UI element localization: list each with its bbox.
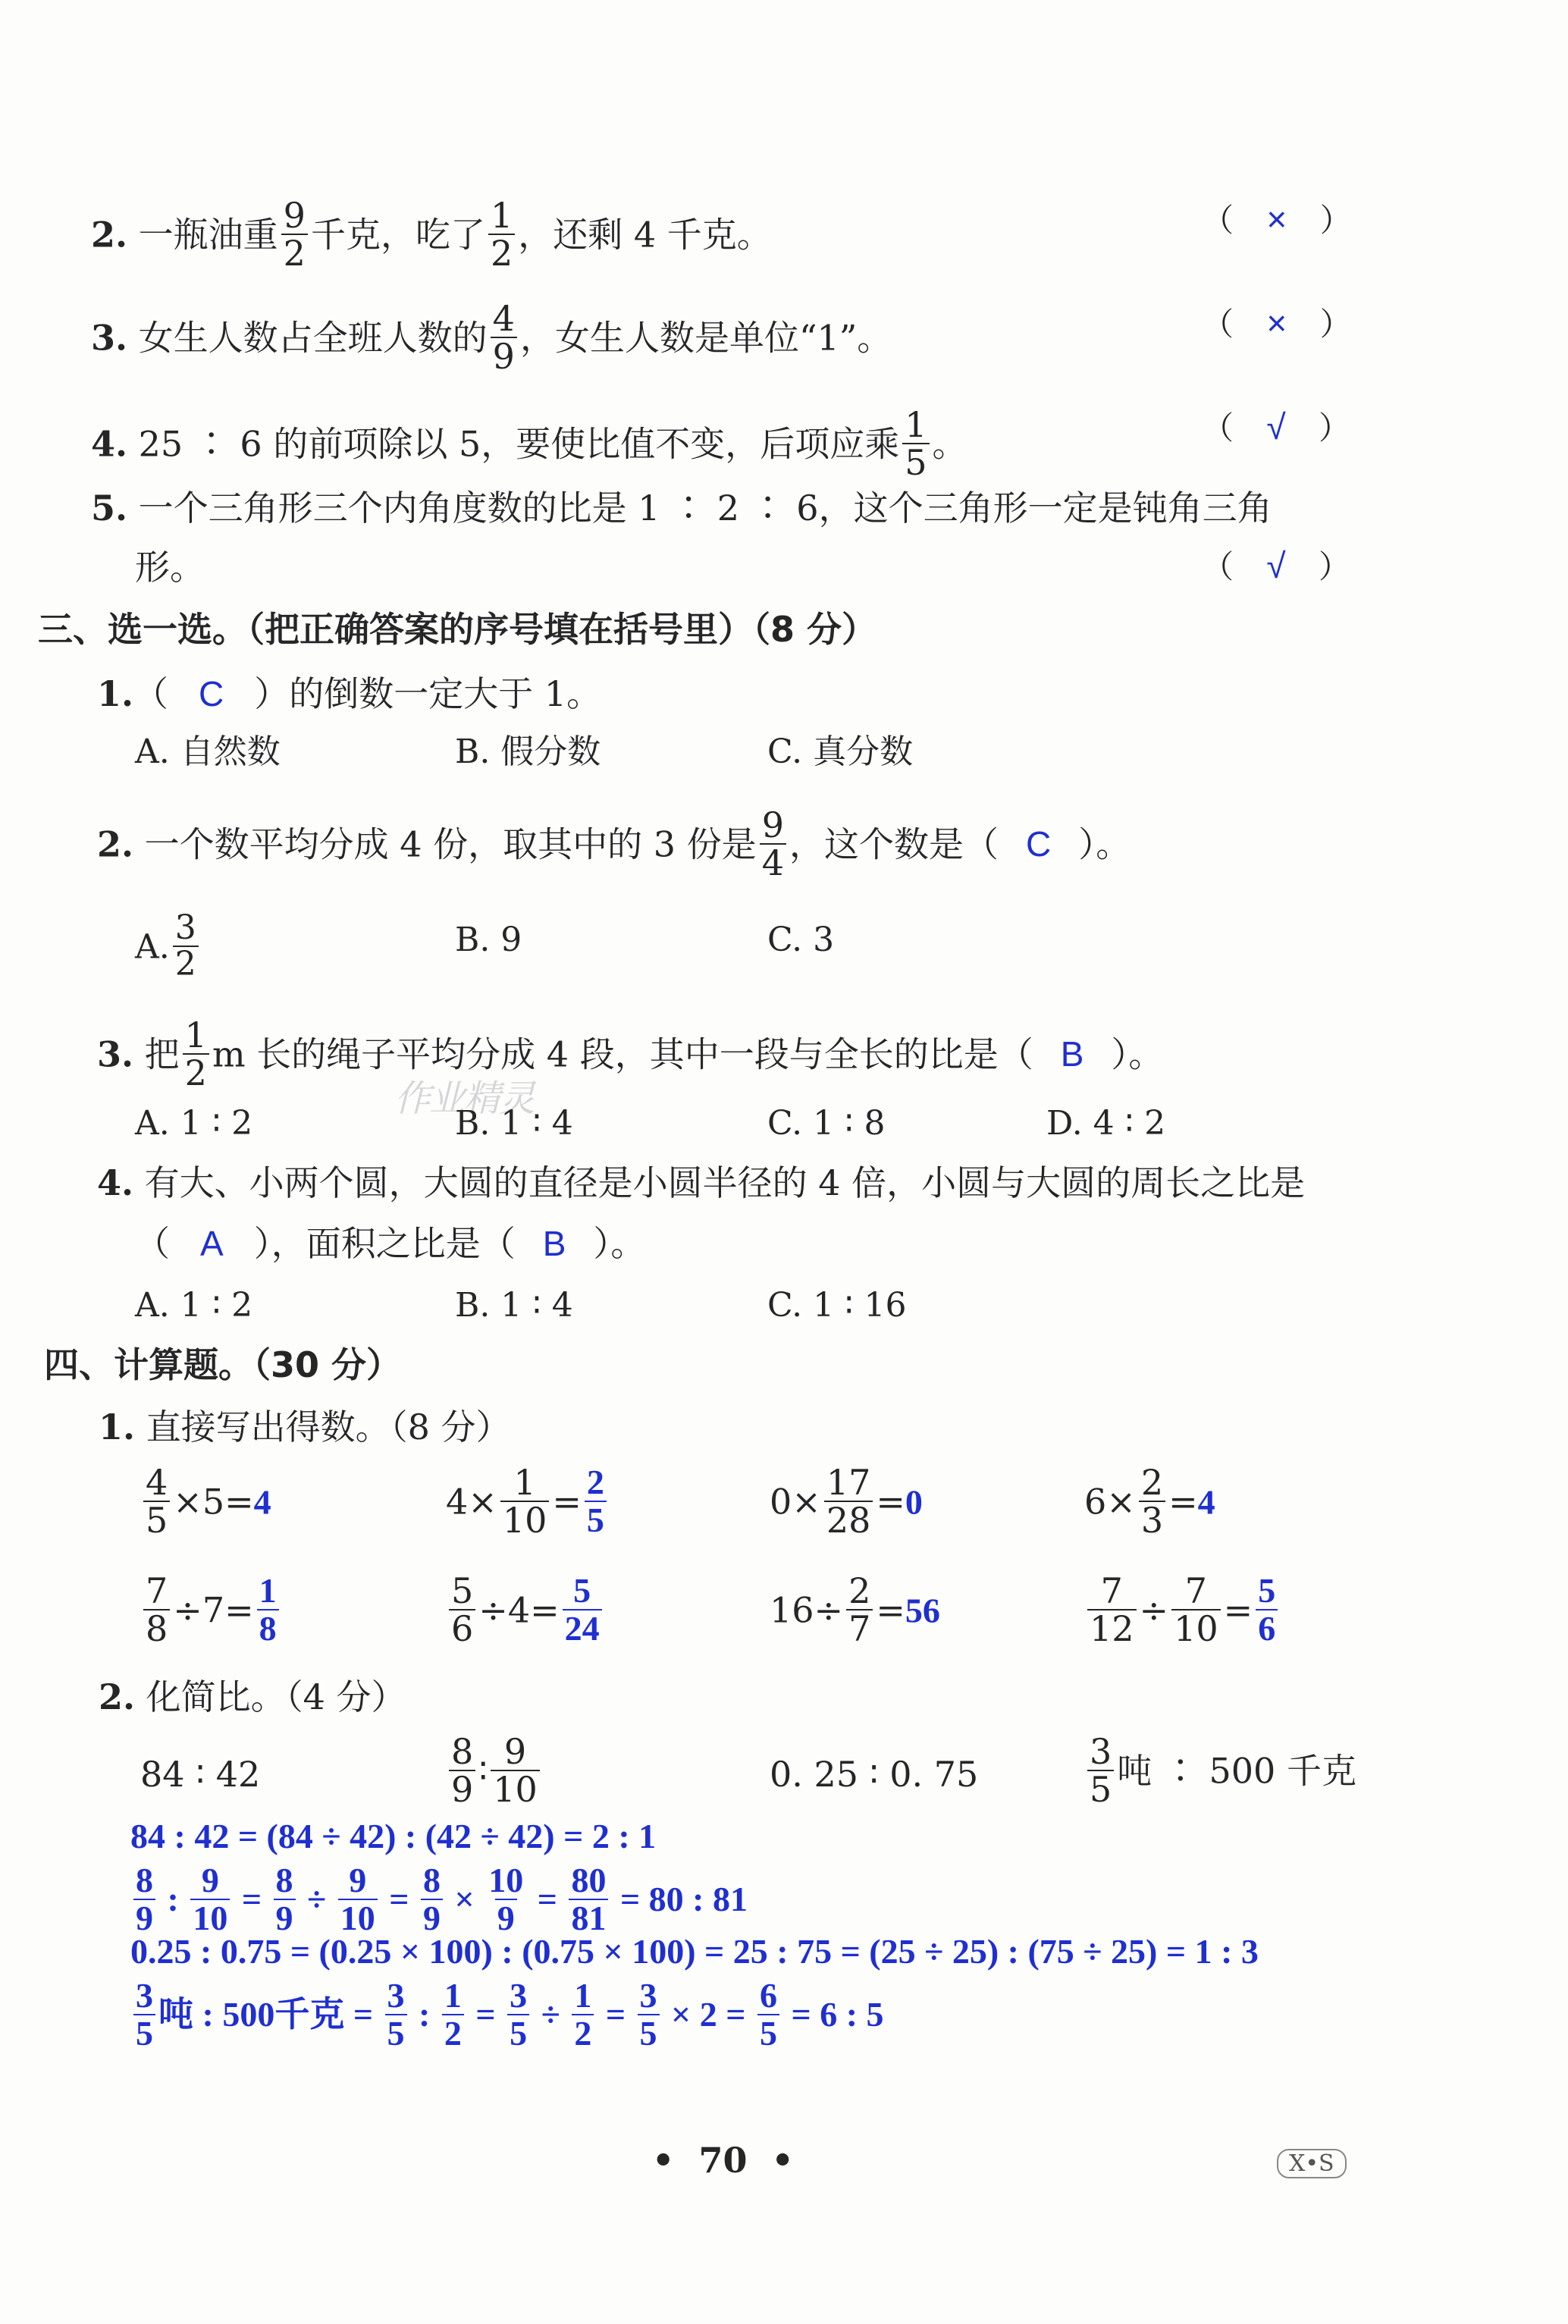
ratio-3: 0. 25 ∶ 0. 75 [770,1754,979,1795]
option-c: C. 3 [767,921,835,959]
fraction: $\frac{3}{2}$ [173,911,199,982]
judge-q2: 2. 一瓶油重 $\frac{9}{2}$ 千克，吃了 $\frac{1}{2}$ ，还剩 4 千克。 [91,195,772,274]
option-c: C. 1 ∶ 16 [767,1286,907,1325]
solution-3: 0.25 : 0.75 = (0.25 × 100) : (0.75 × 100) = 25 : 75 = (25 ÷ 25) : (75 ÷ 25) = 1 : 3 [130,1932,1259,1971]
page-number: • 70 • [652,2140,794,2181]
fraction: $\frac{1}{2}$ [183,1017,209,1092]
option-c: C. 1 ∶ 8 [767,1104,886,1143]
choice-q4-line2: （ A ），面积之比是（ B ）。 [135,1223,646,1264]
answer-paren: （ × ） [1202,303,1352,343]
option-a: A. 自然数 [135,732,281,771]
fraction: $\frac{9}{2}$ [281,197,308,272]
sub1-title: 1. 直接写出得数。（8 分） [99,1407,511,1447]
judge-q5: 5. 一个三角形三个内角度数的比是 1 ∶ 2 ∶ 6，这个三角形一定是钝角三角 [91,488,1272,528]
ratio-1: 84 ∶ 42 [140,1754,261,1795]
answer-paren: （ √ ） [1202,546,1350,585]
section4-title: 四、计算题。（30 分） [44,1344,402,1385]
calc-3: 0× $\frac{17}{28}$ =0 [770,1462,923,1541]
choice-q1: 1.（ C ）的倒数一定大于 1。 [97,673,602,714]
fraction: $\frac{4}{9}$ [491,300,517,375]
ratio-2: $\frac{8}{9}$ ∶ $\frac{9}{10}$ [446,1736,543,1811]
option-b: B. 9 [455,921,522,959]
sub2-title: 2. 化简比。（4 分） [99,1676,406,1717]
fraction: $\frac{9}{4}$ [760,807,786,882]
solution-4: $\frac{3}{5}$ 吨 : 500千克 = $\frac{3}{5}$ : $\frac{1}{2}$ = $\frac{3}{5}$ ÷ $\frac{1}{2}$ = $\frac{3}{5}$ × 2 = $\frac{6}{5}$ = 6 : 5 [130,1981,884,2056]
option-a: A. $\frac{3}{2}$ [135,914,202,985]
fraction: $\frac{1}{2}$ [488,197,515,272]
ratio-4: $\frac{3}{5}$ 吨 ∶ 500 千克 [1084,1736,1356,1811]
judge-q4: 4. 25 ∶ 6 的前项除以 5，要使比值不变，后项应乘 $\frac{1}{5}$ 。 [91,404,967,484]
solution-1: 84 : 42 = (84 ÷ 42) : (42 ÷ 42) = 2 : 1 [130,1817,657,1855]
calc-4: 6× $\frac{2}{3}$ =4 [1084,1462,1215,1541]
watermark: 作业精灵 [394,1077,535,1120]
judge-q3: 3. 女生人数占全班人数的 $\frac{4}{9}$ ，女生人数是单位“1”。 [91,298,892,378]
option-b: B. 假分数 [455,732,601,771]
judge-q5-line2: 形。 [135,547,205,588]
answer-paren: （ √ ） [1202,407,1350,447]
calc-6: $\frac{5}{6}$ ÷4= $\frac{5}{24}$ [446,1576,605,1651]
option-d: D. 4 ∶ 2 [1046,1104,1166,1143]
calc-1: $\frac{4}{5}$ ×5=4 [140,1467,271,1542]
fraction: $\frac{1}{5}$ [902,406,929,481]
calc-5: $\frac{7}{8}$ ÷7= $\frac{1}{8}$ [140,1576,282,1651]
option-a: A. 1 ∶ 2 [135,1286,253,1325]
option-a: A. 1 ∶ 2 [135,1104,253,1143]
choice-q2: 2. 一个数平均分成 4 份，取其中的 3 份是 $\frac{9}{4}$ ，这个数是（ C ）。 [97,804,1131,884]
series-code-badge: X•S [1277,2149,1347,2178]
solution-2: $\frac{8}{9}$ : $\frac{9}{10}$ = $\frac{8}{9}$ ÷ $\frac{9}{10}$ = $\frac{8}{9}$ × $\frac{10}{9}$ = $\frac{80}{81}$ = 80 : 81 [130,1865,748,1940]
calc-7: 16÷ $\frac{2}{7}$ =56 [770,1570,940,1650]
option-b: B. 1 ∶ 4 [455,1286,573,1325]
calc-8: $\frac{7}{12}$ ÷ $\frac{7}{10}$ = $\frac{5}{6}$ [1084,1576,1281,1651]
choice-q3: 3. 把 $\frac{1}{2}$ m 长的绳子平均分成 4 段，其中一段与全长的比是（ B ）。 [97,1015,1164,1094]
choice-q4: 4. 有大、小两个圆，大圆的直径是小圆半径的 4 倍，小圆与大圆的周长之比是 [97,1162,1306,1203]
answer-paren: （ × ） [1202,199,1352,239]
section3-title: 三、选一选。（把正确答案的序号填在括号里）（8 分） [38,609,877,650]
calc-2: 4× $\frac{1}{10}$ = $\frac{2}{5}$ [446,1467,610,1542]
option-b: B. 1 ∶ 4 [455,1104,573,1143]
option-c: C. 真分数 [767,732,914,771]
